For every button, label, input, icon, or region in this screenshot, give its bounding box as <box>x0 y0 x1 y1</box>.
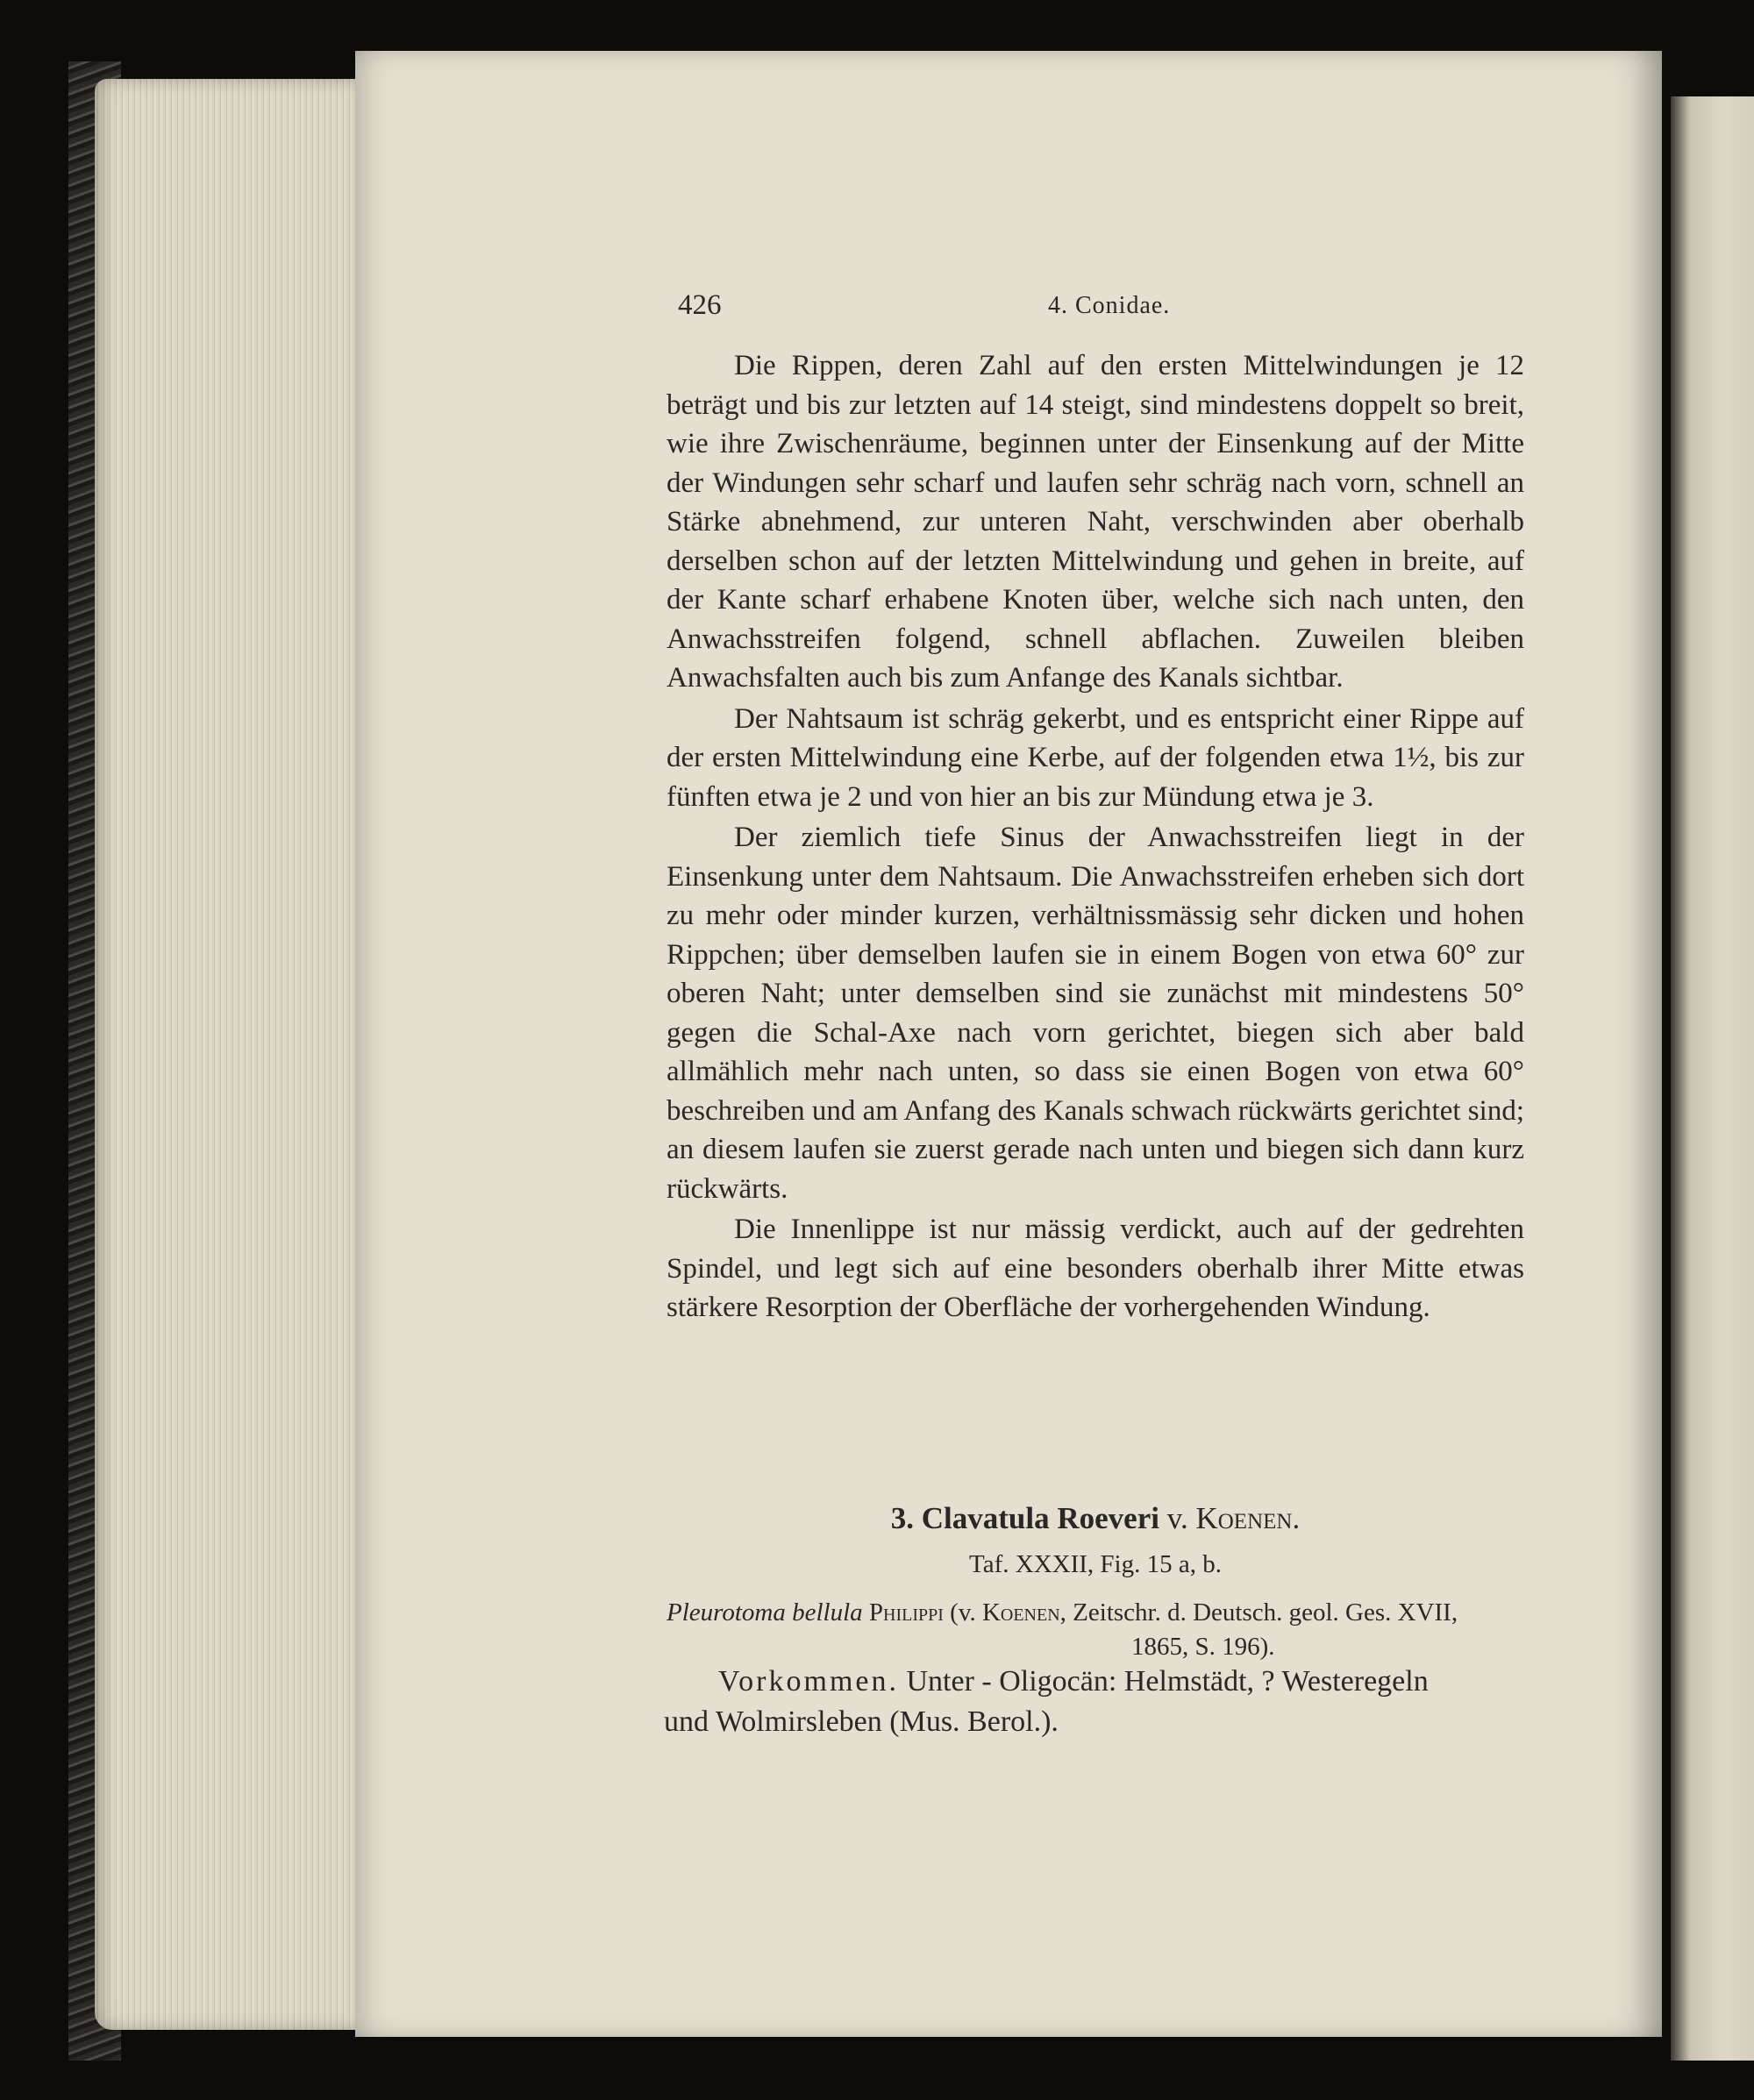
section-title: 4. Conidae. <box>1048 292 1171 319</box>
species-number: 3. <box>890 1501 915 1535</box>
synonymy-line-1 <box>667 1596 1524 1630</box>
occurrence-line-1 <box>664 1662 1522 1702</box>
citation-rest: Zeitschr. d. Deutsch. geol. Ges. XVII, <box>1073 1598 1458 1627</box>
paragraph: Der ziemlich tiefe Sinus der Anwachsstreifen liegt in der Einsenkung unter dem Nahtsaum. Die Anwachsstreifen erheben sich dort zu mehr oder minder kurzen, verhältnissmässig sehr dicken und hohen Rippchen; über demselben laufen sie in einem Bogen von etwa 60° zur oberen Naht; unter demselben sind sie zunächst mit mindestens 50° gegen die Schal-Axe nach vorn gerichtet, biegen sich aber bald allmählich mehr nach unten, so dass sie einen Bogen von etwa 60° beschreiben und am Anfang des Kanals schwach rückwärts gerichtet sind; an diesem laufen sie zuerst gerade nach unten und biegen sich dann kurz rückwärts. <box>667 822 1524 1205</box>
body-text <box>667 346 1524 1328</box>
plate-reference: Taf. XXXII, Fig. 15 a, b. <box>969 1550 1222 1578</box>
page-edges <box>95 79 358 2030</box>
paragraph: Die Innenlippe ist nur mässig verdickt, auch auf der gedrehten Spindel, und legt sich auf eine besonders oberhalb ihrer Mitte etwas stärkere Resorption der Oberfläche der vorhergehenden Windung. <box>667 1214 1524 1323</box>
occurrence <box>664 1662 1522 1742</box>
paragraph: Die Rippen, deren Zahl auf den ersten Mittelwindungen je 12 beträgt und bis zur letzten auf 14 steigt, sind mindestens doppelt so breit, wie ihre Zwischenräume, beginnen unter der Einsenkung auf der Mitte der Windungen sehr scharf und laufen sehr schräg nach vorn, schnell an Stärke abnehmend, zur unteren Naht, verschwinden aber oberhalb derselben schon auf der letzten Mittelwindung und gehen in breite, auf der Kante scharf erhabene Knoten über, welche sich nach unten, den Anwachsstreifen folgend, schnell abflachen. Zuweilen bleiben Anwachsfalten auch bis zum Anfange des Kanals sichtbar. <box>667 350 1524 694</box>
author-prefix: v. <box>1166 1501 1188 1535</box>
citation-open: (v. <box>950 1598 976 1627</box>
species-author: Koenen. <box>1195 1501 1301 1535</box>
species-name: Clavatula Roeveri <box>921 1501 1159 1535</box>
synonym-author: Philippi <box>868 1598 944 1627</box>
occurrence-line-2: und Wolmirsleben (Mus. Berol.). <box>664 1705 1059 1738</box>
occurrence-text: Unter - Oligocän: Helmstädt, ? Westeregeln <box>906 1665 1429 1698</box>
synonymy <box>667 1596 1524 1664</box>
citation-author: Koenen, <box>981 1598 1066 1627</box>
species-heading <box>667 1501 1524 1536</box>
synonym-taxon: Pleurotoma bellula <box>667 1598 863 1627</box>
occurrence-label: Vorkommen. <box>718 1665 899 1698</box>
facing-page-edge <box>1671 96 1754 2061</box>
paragraph: Der Nahtsaum ist schräg gekerbt, und es entspricht einer Rippe auf der ersten Mittelwindung eine Kerbe, auf der folgenden etwa 1½, bis zur fünften etwa je 2 und von hier an bis zur Mündung etwa je 3. <box>667 702 1524 813</box>
synonymy-line-2: 1865, S. 196). <box>1131 1633 1275 1661</box>
running-head <box>671 289 1522 333</box>
page-number: 426 <box>678 289 722 321</box>
